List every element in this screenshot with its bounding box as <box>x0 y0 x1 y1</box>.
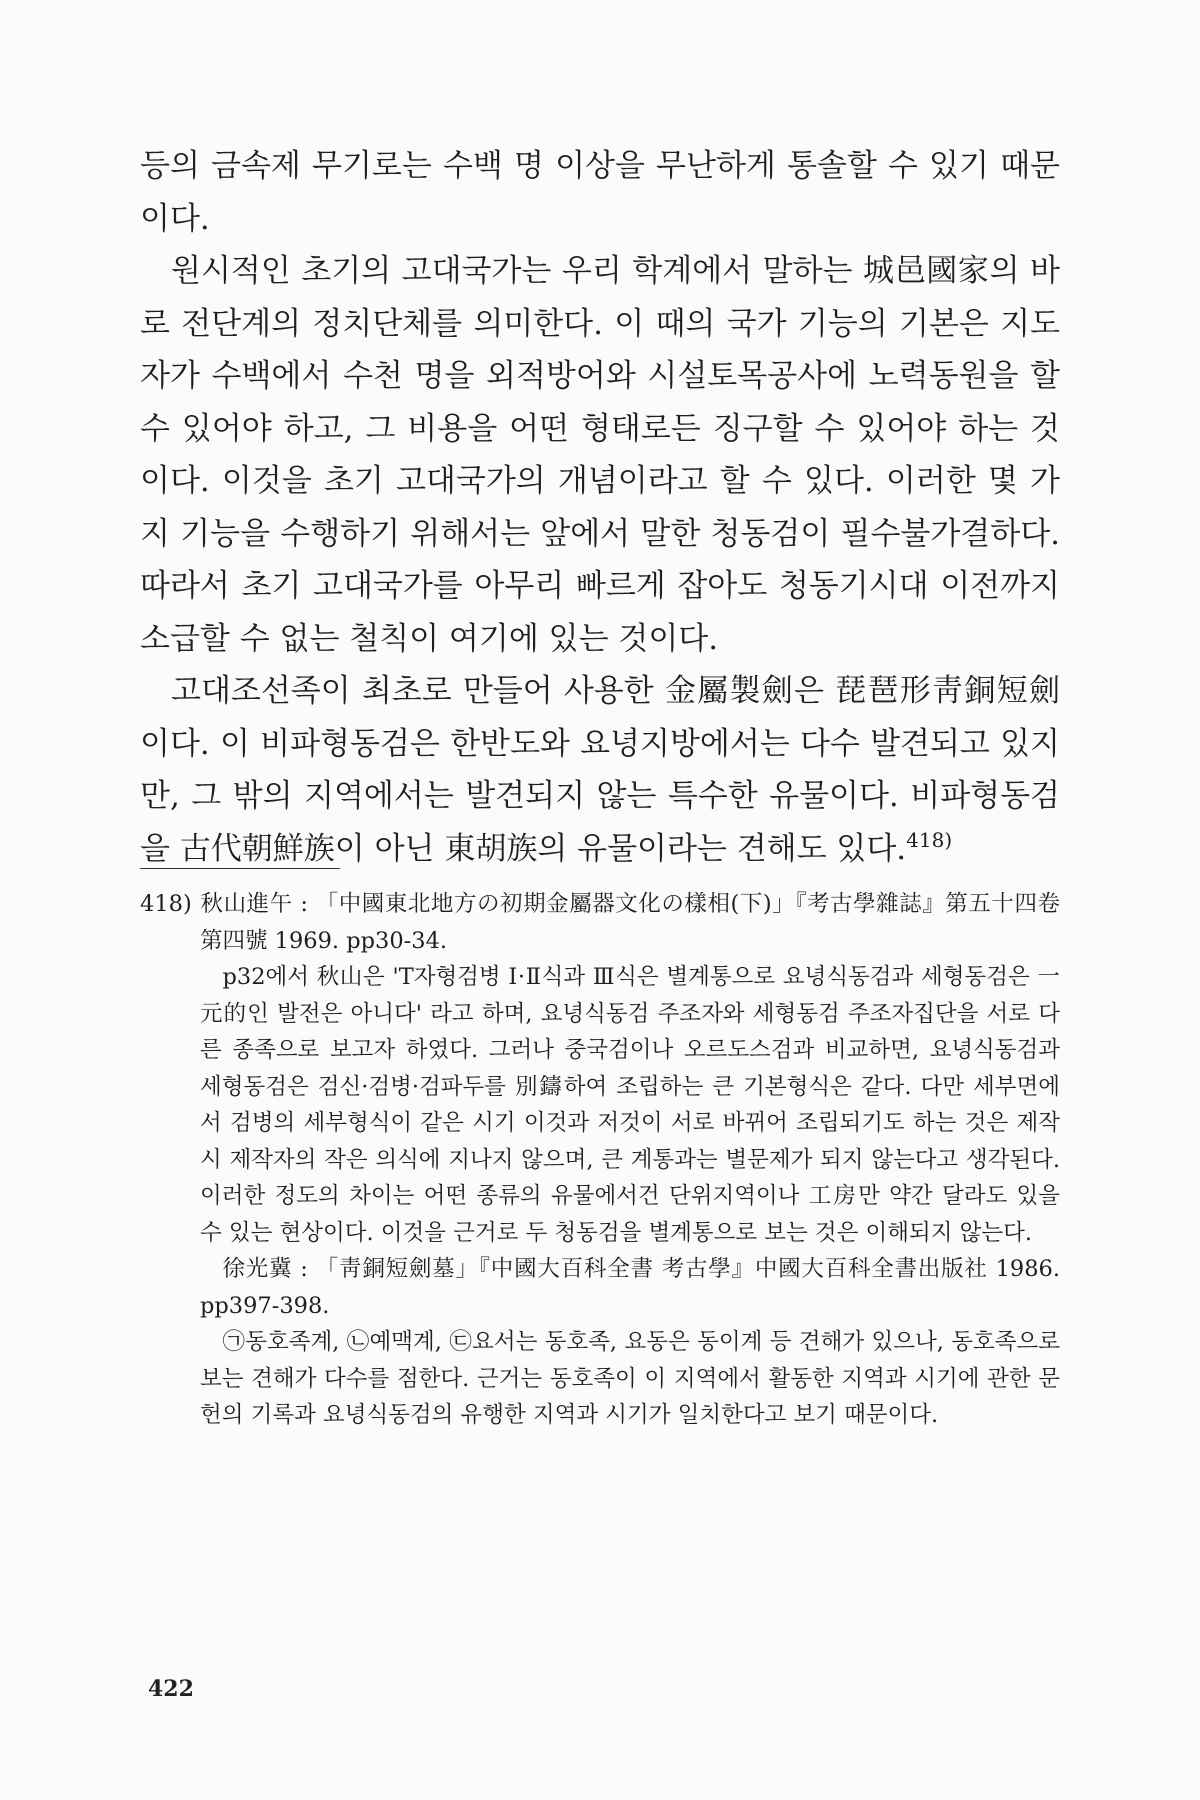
footnote-divider <box>140 868 340 869</box>
citation-1-text: 秋山進午 : 「中國東北地方の初期金屬器文化の樣相(下)」『考古學雜誌』第五十四卷第四號 1969. pp30-34. <box>200 891 1060 954</box>
paragraph-2: 원시적인 초기의 고대국가는 우리 학계에서 말하는 城邑國家의 바로 전단계의 정치단체를 의미한다. 이 때의 국가 기능의 기본은 지도자가 수백에서 수천 명을 외적방어와 시설토목공사에 노력동원을 할 수 있어야 하고, 그 비용을 어떤 형태로든 징구할 수 있어야 하는 것이다. 이것을 초기 고대국가의 개념이라고 할 수 있다. 이러한 몇 가지 기능을 수행하기 위해서는 앞에서 말한 청동검이 필수불가결하다. 따라서 초기 고대국가를 아무리 빠르게 잡아도 청동기시대 이전까지 소급할 수 없는 철칙이 여기에 있는 것이다. <box>140 253 1060 657</box>
paragraph-1: 등의 금속제 무기로는 수백 명 이상을 무난하게 통솔할 수 있기 때문이다. <box>140 148 1060 237</box>
paragraph-3-text: 고대조선족이 최초로 만들어 사용한 金屬製劍은 琵琶形靑銅短劍이다. 이 비파형동검은 한반도와 요녕지방에서는 다수 발견되고 있지만, 그 밖의 지역에서는 발견되지 않는 특수한 유물이다. 비파형동검을 古代朝鮮族이 아닌 東胡族의 유물이라는 견해도 있다. <box>140 673 1060 867</box>
footnote-418 <box>140 886 1060 1434</box>
footnote-citation-2: 徐光冀 : 「靑銅短劍墓」『中國大百科全書 考古學』中國大百科全書出版社 1986. pp397-398. <box>200 1256 1060 1319</box>
page-number: 422 <box>148 1676 194 1702</box>
footnote-citation-1 <box>140 886 1060 959</box>
footnote-commentary-1: p32에서 秋山은 'T자형검병 Ⅰ·Ⅱ식과 Ⅲ식은 별계통으로 요녕식동검과 세형동검은 一元的인 발전은 아니다' 라고 하며, 요녕식동검 주조자와 세형동검 주조자집단을 서로 다른 종족으로 보고자 하였다. 그러나 중국검이나 오르도스검과 비교하면, 요녕식동검과 세형동검은 검신·검병·검파두를 別鑄하여 조립하는 큰 기본형식은 같다. 다만 세부면에서 검병의 세부형식이 같은 시기 이것과 저것이 서로 바뀌어 조립되기도 하는 것은 제작시 제작자의 작은 의식에 지나지 않으며, 큰 계통과는 별문제가 되지 않는다고 생각된다. 이러한 정도의 차이는 어떤 종류의 유물에서건 단위지역이나 工房만 약간 달라도 있을 수 있는 현상이다. 이것을 근거로 두 청동검을 별계통으로 보는 것은 이해되지 않는다. <box>200 964 1060 1246</box>
paragraph-3 <box>140 665 1060 875</box>
footnote-commentary-2: ㉠동호족계, ㉡예맥계, ㉢요서는 동호족, 요동은 동이계 등 견해가 있으나, 동호족으로 보는 견해가 다수를 점한다. 근거는 동호족이 이 지역에서 활동한 지역과 시기에 관한 문헌의 기록과 요녕식동검의 유행한 지역과 시기가 일치한다고 보기 때문이다. <box>200 1329 1060 1428</box>
footnote-reference[interactable]: 418) <box>906 827 953 852</box>
main-text <box>140 140 1060 875</box>
footnote-number: 418) <box>140 891 192 917</box>
